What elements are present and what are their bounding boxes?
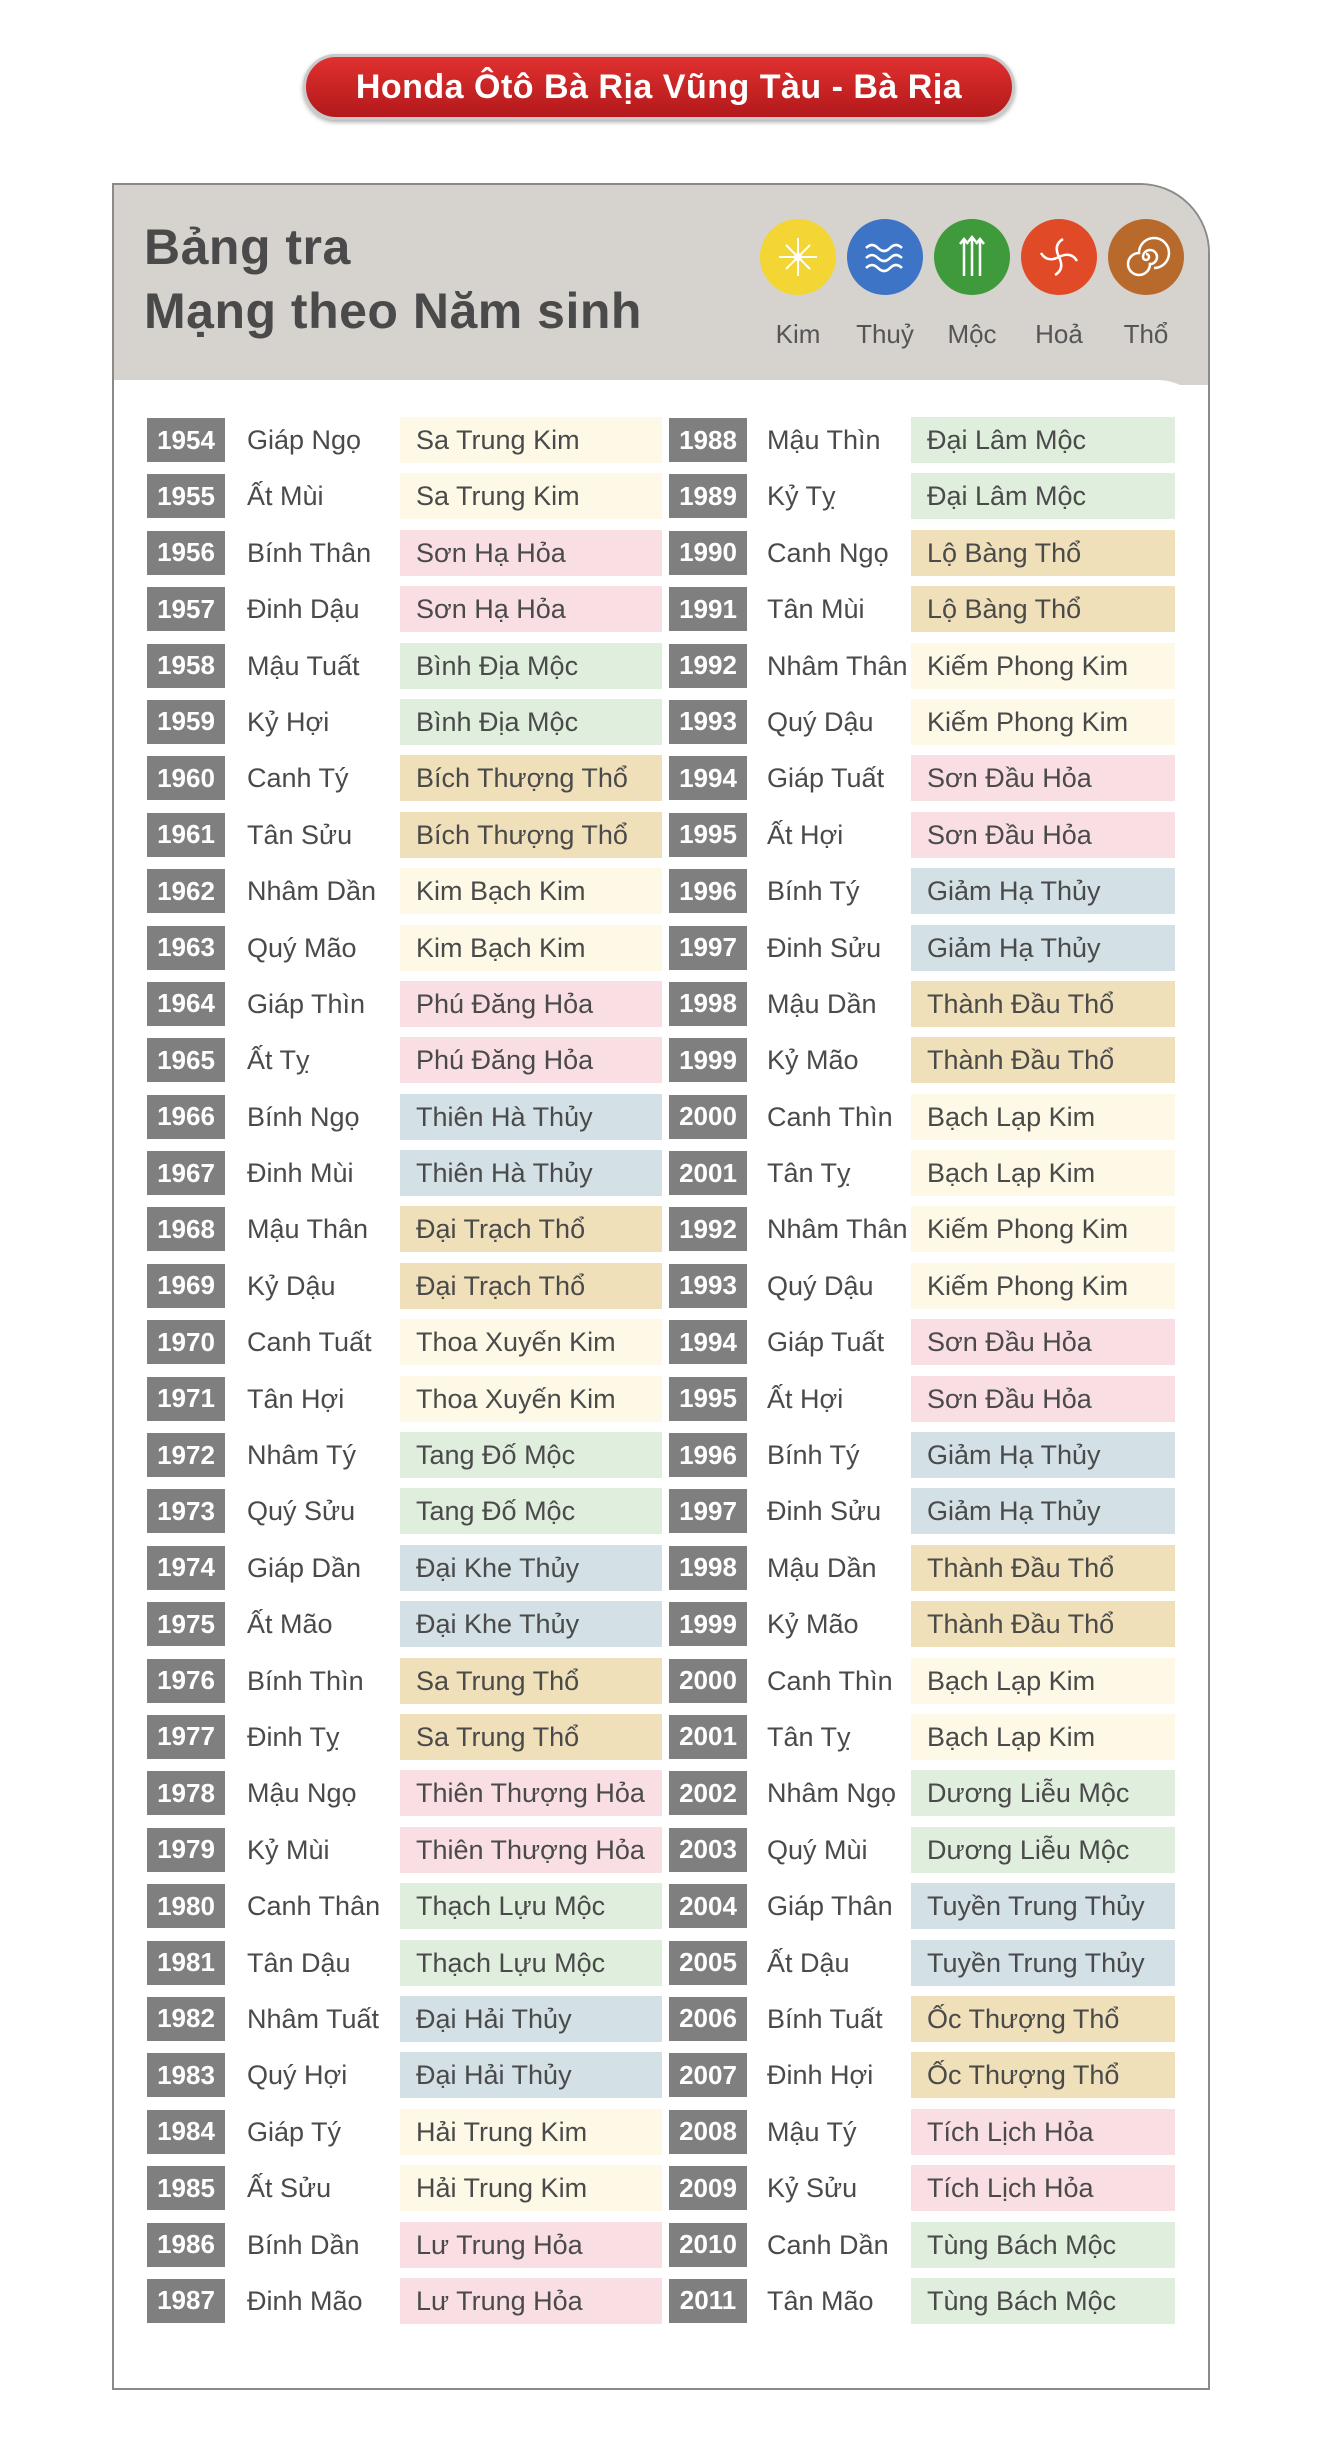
can-chi-cell: Đinh Mão bbox=[247, 2285, 363, 2316]
title-line-2: Mạng theo Năm sinh bbox=[144, 283, 642, 339]
table-row bbox=[669, 920, 1189, 976]
menh-cell: Bích Thượng Thổ bbox=[400, 755, 662, 801]
can-chi-cell: Bính Tý bbox=[767, 876, 860, 907]
menh-cell: Sa Trung Kim bbox=[400, 473, 662, 519]
year-cell: 1962 bbox=[147, 869, 225, 913]
menh-cell: Đại Trạch Thổ bbox=[400, 1263, 662, 1309]
menh-cell: Thiên Hà Thủy bbox=[400, 1094, 662, 1140]
menh-cell: Ốc Thượng Thổ bbox=[911, 1996, 1175, 2042]
menh-cell: Tùng Bách Mộc bbox=[911, 2278, 1175, 2324]
can-chi-cell: Mậu Ngọ bbox=[247, 1778, 357, 1809]
year-cell: 1973 bbox=[147, 1489, 225, 1533]
menh-cell: Giảm Hạ Thủy bbox=[911, 1488, 1175, 1534]
can-chi-cell: Canh Dần bbox=[767, 2229, 889, 2260]
table-row bbox=[669, 638, 1189, 694]
table-row bbox=[669, 2217, 1189, 2273]
table-row bbox=[147, 2273, 647, 2329]
menh-cell: Hải Trung Kim bbox=[400, 2165, 662, 2211]
can-chi-cell: Đinh Mùi bbox=[247, 1158, 354, 1189]
year-cell: 1985 bbox=[147, 2166, 225, 2210]
year-cell: 1990 bbox=[669, 531, 747, 575]
table-row bbox=[147, 1145, 647, 1201]
menh-cell: Kim Bạch Kim bbox=[400, 925, 662, 971]
can-chi-cell: Quý Hợi bbox=[247, 2060, 348, 2091]
table-row bbox=[147, 412, 647, 468]
table-row bbox=[669, 976, 1189, 1032]
menh-cell: Sa Trung Thổ bbox=[400, 1658, 662, 1704]
year-cell: 2008 bbox=[669, 2110, 747, 2154]
table-row bbox=[147, 920, 647, 976]
menh-cell: Kim Bạch Kim bbox=[400, 868, 662, 914]
can-chi-cell: Quý Mão bbox=[247, 932, 357, 963]
menh-cell: Kiếm Phong Kim bbox=[911, 699, 1175, 745]
menh-cell: Đại Hải Thủy bbox=[400, 1996, 662, 2042]
table-row bbox=[147, 1314, 647, 1370]
can-chi-cell: Bính Dần bbox=[247, 2229, 360, 2260]
can-chi-cell: Canh Ngọ bbox=[767, 537, 889, 568]
table-row bbox=[147, 1371, 647, 1427]
can-chi-cell: Quý Mùi bbox=[767, 1834, 868, 1865]
menh-cell: Lư Trung Hỏa bbox=[400, 2222, 662, 2268]
legend-kim bbox=[760, 219, 836, 349]
can-chi-cell: Kỷ Mùi bbox=[247, 1834, 330, 1865]
year-cell: 1969 bbox=[147, 1264, 225, 1308]
year-cell: 1989 bbox=[669, 474, 747, 518]
table-row bbox=[669, 1709, 1189, 1765]
year-cell: 1960 bbox=[147, 756, 225, 800]
can-chi-cell: Đinh Tỵ bbox=[247, 1721, 340, 1752]
can-chi-cell: Canh Tuất bbox=[247, 1327, 372, 1358]
year-cell: 1972 bbox=[147, 1433, 225, 1477]
can-chi-cell: Bính Ngọ bbox=[247, 1101, 360, 1132]
table-row bbox=[147, 468, 647, 524]
year-cell: 1998 bbox=[669, 1546, 747, 1590]
table-row bbox=[669, 581, 1189, 637]
menh-cell: Giảm Hạ Thủy bbox=[911, 925, 1175, 971]
year-cell: 1955 bbox=[147, 474, 225, 518]
can-chi-cell: Ất Dậu bbox=[767, 1947, 850, 1978]
can-chi-cell: Mậu Tuất bbox=[247, 650, 360, 681]
menh-cell: Tang Đố Mộc bbox=[400, 1432, 662, 1478]
year-cell: 1999 bbox=[669, 1602, 747, 1646]
can-chi-cell: Canh Thìn bbox=[767, 1665, 893, 1696]
menh-cell: Thiên Thượng Hỏa bbox=[400, 1827, 662, 1873]
year-cell: 1986 bbox=[147, 2223, 225, 2267]
menh-cell: Sa Trung Thổ bbox=[400, 1714, 662, 1760]
table-row bbox=[147, 1991, 647, 2047]
can-chi-cell: Tân Tỵ bbox=[767, 1158, 851, 1189]
menh-cell: Tùng Bách Mộc bbox=[911, 2222, 1175, 2268]
can-chi-cell: Tân Tỵ bbox=[767, 1721, 851, 1752]
legend-label-moc: Mộc bbox=[947, 319, 997, 349]
table-row bbox=[669, 1145, 1189, 1201]
table-row bbox=[147, 1765, 647, 1821]
menh-cell: Phú Đăng Hỏa bbox=[400, 1037, 662, 1083]
table-row bbox=[147, 2104, 647, 2160]
table-row bbox=[669, 1427, 1189, 1483]
table-row bbox=[669, 1032, 1189, 1088]
year-cell: 2003 bbox=[669, 1828, 747, 1872]
menh-cell: Đại Khe Thủy bbox=[400, 1601, 662, 1647]
table-row bbox=[669, 750, 1189, 806]
table-row bbox=[147, 1089, 647, 1145]
menh-cell: Phú Đăng Hỏa bbox=[400, 981, 662, 1027]
table-row bbox=[147, 1653, 647, 1709]
menh-cell: Thành Đầu Thổ bbox=[911, 981, 1175, 1027]
can-chi-cell: Canh Tý bbox=[247, 763, 349, 794]
menh-cell: Đại Trạch Thổ bbox=[400, 1206, 662, 1252]
legend-label-tho: Thổ bbox=[1123, 319, 1169, 349]
table-row bbox=[669, 468, 1189, 524]
can-chi-cell: Quý Dậu bbox=[767, 1270, 874, 1301]
can-chi-cell: Giáp Tý bbox=[247, 2116, 342, 2147]
table-row bbox=[147, 1427, 647, 1483]
can-chi-cell: Mậu Tý bbox=[767, 2116, 857, 2147]
year-cell: 1996 bbox=[669, 1433, 747, 1477]
right-column bbox=[669, 412, 1189, 2329]
year-cell: 1970 bbox=[147, 1320, 225, 1364]
lookup-card bbox=[112, 183, 1210, 2390]
can-chi-cell: Bính Thân bbox=[247, 537, 372, 568]
earth-spiral-icon bbox=[1108, 219, 1184, 295]
legend-moc bbox=[934, 219, 1010, 349]
year-cell: 2009 bbox=[669, 2166, 747, 2210]
table-row bbox=[147, 1709, 647, 1765]
year-cell: 1982 bbox=[147, 1997, 225, 2041]
menh-cell: Bình Địa Mộc bbox=[400, 643, 662, 689]
menh-cell: Lộ Bàng Thổ bbox=[911, 586, 1175, 632]
menh-cell: Dương Liễu Mộc bbox=[911, 1827, 1175, 1873]
can-chi-cell: Đinh Sửu bbox=[767, 932, 882, 963]
menh-cell: Lư Trung Hỏa bbox=[400, 2278, 662, 2324]
table-row bbox=[669, 525, 1189, 581]
menh-cell: Bình Địa Mộc bbox=[400, 699, 662, 745]
menh-cell: Sơn Đầu Hỏa bbox=[911, 812, 1175, 858]
legend-tho bbox=[1108, 219, 1184, 349]
menh-cell: Thiên Hà Thủy bbox=[400, 1150, 662, 1196]
year-cell: 1961 bbox=[147, 813, 225, 857]
table-row bbox=[669, 1201, 1189, 1257]
year-cell: 1997 bbox=[669, 926, 747, 970]
can-chi-cell: Ất Hợi bbox=[767, 1383, 844, 1414]
menh-cell: Bạch Lạp Kim bbox=[911, 1150, 1175, 1196]
year-cell: 1964 bbox=[147, 982, 225, 1026]
table-row bbox=[147, 1483, 647, 1539]
can-chi-cell: Đinh Sửu bbox=[767, 1496, 882, 1527]
can-chi-cell: Ất Mão bbox=[247, 1609, 333, 1640]
table-row bbox=[147, 525, 647, 581]
year-cell: 2010 bbox=[669, 2223, 747, 2267]
table-row bbox=[669, 1483, 1189, 1539]
table-row bbox=[669, 2104, 1189, 2160]
can-chi-cell: Bính Tý bbox=[767, 1440, 860, 1471]
menh-cell: Đại Lâm Mộc bbox=[911, 417, 1175, 463]
year-cell: 1987 bbox=[147, 2279, 225, 2323]
table-row bbox=[147, 863, 647, 919]
year-cell: 1997 bbox=[669, 1489, 747, 1533]
can-chi-cell: Mậu Dần bbox=[767, 1552, 877, 1583]
year-cell: 1980 bbox=[147, 1884, 225, 1928]
year-cell: 1959 bbox=[147, 700, 225, 744]
menh-cell: Tích Lịch Hỏa bbox=[911, 2109, 1175, 2155]
year-cell: 1988 bbox=[669, 418, 747, 462]
year-cell: 1979 bbox=[147, 1828, 225, 1872]
table-row bbox=[669, 1935, 1189, 1991]
can-chi-cell: Đinh Hợi bbox=[767, 2060, 874, 2091]
year-cell: 1995 bbox=[669, 1377, 747, 1421]
water-waves-icon bbox=[847, 219, 923, 295]
can-chi-cell: Ất Tỵ bbox=[247, 1045, 310, 1076]
year-cell: 1993 bbox=[669, 1264, 747, 1308]
year-cell: 1965 bbox=[147, 1038, 225, 1082]
can-chi-cell: Kỷ Tỵ bbox=[767, 481, 836, 512]
table-row bbox=[669, 1653, 1189, 1709]
year-cell: 1984 bbox=[147, 2110, 225, 2154]
year-cell: 1958 bbox=[147, 644, 225, 688]
table-row bbox=[669, 2047, 1189, 2103]
menh-cell: Thạch Lựu Mộc bbox=[400, 1883, 662, 1929]
year-cell: 1954 bbox=[147, 418, 225, 462]
year-cell: 1992 bbox=[669, 644, 747, 688]
legend-thuy bbox=[847, 219, 923, 349]
can-chi-cell: Giáp Tuất bbox=[767, 1327, 885, 1358]
table-row bbox=[147, 1822, 647, 1878]
can-chi-cell: Ất Mùi bbox=[247, 481, 324, 512]
year-cell: 1974 bbox=[147, 1546, 225, 1590]
year-cell: 2001 bbox=[669, 1715, 747, 1759]
table-row bbox=[147, 581, 647, 637]
table-row bbox=[669, 1878, 1189, 1934]
can-chi-cell: Ất Hợi bbox=[767, 819, 844, 850]
menh-cell: Thoa Xuyến Kim bbox=[400, 1319, 662, 1365]
can-chi-cell: Đinh Dậu bbox=[247, 594, 360, 625]
menh-cell: Bích Thượng Thổ bbox=[400, 812, 662, 858]
menh-cell: Bạch Lạp Kim bbox=[911, 1094, 1175, 1140]
year-cell: 1999 bbox=[669, 1038, 747, 1082]
year-cell: 1957 bbox=[147, 587, 225, 631]
year-cell: 2004 bbox=[669, 1884, 747, 1928]
table-row bbox=[669, 1596, 1189, 1652]
can-chi-cell: Tân Mão bbox=[767, 2285, 874, 2316]
menh-cell: Thoa Xuyến Kim bbox=[400, 1376, 662, 1422]
year-cell: 1963 bbox=[147, 926, 225, 970]
year-cell: 2002 bbox=[669, 1771, 747, 1815]
legend-label-thuy: Thuỷ bbox=[856, 319, 914, 349]
can-chi-cell: Mậu Thân bbox=[247, 1214, 369, 1245]
can-chi-cell: Kỷ Dậu bbox=[247, 1270, 336, 1301]
table-row bbox=[669, 807, 1189, 863]
can-chi-cell: Nhâm Tuất bbox=[247, 2003, 380, 2034]
menh-cell: Tuyền Trung Thủy bbox=[911, 1940, 1175, 1986]
table-row bbox=[669, 1765, 1189, 1821]
year-cell: 1996 bbox=[669, 869, 747, 913]
year-cell: 2000 bbox=[669, 1659, 747, 1703]
table-row bbox=[669, 2160, 1189, 2216]
table-row bbox=[147, 2217, 647, 2273]
year-cell: 2006 bbox=[669, 1997, 747, 2041]
table-row bbox=[147, 2160, 647, 2216]
menh-cell: Thành Đầu Thổ bbox=[911, 1545, 1175, 1591]
can-chi-cell: Tân Dậu bbox=[247, 1947, 351, 1978]
table-row bbox=[147, 1935, 647, 1991]
menh-cell: Kiếm Phong Kim bbox=[911, 1263, 1175, 1309]
table-row bbox=[669, 2273, 1189, 2329]
title-line-1: Bảng tra bbox=[144, 219, 351, 275]
table-row bbox=[669, 863, 1189, 919]
menh-cell: Đại Lâm Mộc bbox=[911, 473, 1175, 519]
table-row bbox=[147, 1032, 647, 1088]
table-row bbox=[669, 1089, 1189, 1145]
year-cell: 1976 bbox=[147, 1659, 225, 1703]
year-cell: 1991 bbox=[669, 587, 747, 631]
menh-cell: Đại Hải Thủy bbox=[400, 2052, 662, 2098]
year-cell: 1994 bbox=[669, 756, 747, 800]
year-cell: 1956 bbox=[147, 531, 225, 575]
menh-cell: Kiếm Phong Kim bbox=[911, 643, 1175, 689]
year-cell: 1975 bbox=[147, 1602, 225, 1646]
table-row bbox=[669, 1822, 1189, 1878]
legend-label-hoa: Hoả bbox=[1035, 319, 1083, 349]
menh-cell: Tích Lịch Hỏa bbox=[911, 2165, 1175, 2211]
dealer-banner: Honda Ôtô Bà Rịa Vũng Tàu - Bà Rịa bbox=[303, 54, 1015, 120]
can-chi-cell: Kỷ Hợi bbox=[247, 706, 330, 737]
can-chi-cell: Mậu Dần bbox=[767, 988, 877, 1019]
menh-cell: Thiên Thượng Hỏa bbox=[400, 1770, 662, 1816]
legend-label-kim: Kim bbox=[775, 319, 821, 349]
can-chi-cell: Kỷ Sửu bbox=[767, 2173, 858, 2204]
menh-cell: Sơn Hạ Hỏa bbox=[400, 530, 662, 576]
can-chi-cell: Tân Mùi bbox=[767, 594, 865, 625]
can-chi-cell: Nhâm Dần bbox=[247, 876, 377, 907]
year-cell: 1993 bbox=[669, 700, 747, 744]
menh-cell: Sơn Đầu Hỏa bbox=[911, 1376, 1175, 1422]
fire-spiral-icon bbox=[1021, 219, 1097, 295]
menh-cell: Lộ Bàng Thổ bbox=[911, 530, 1175, 576]
year-cell: 1978 bbox=[147, 1771, 225, 1815]
menh-cell: Tuyền Trung Thủy bbox=[911, 1883, 1175, 1929]
table-row bbox=[669, 412, 1189, 468]
table-row bbox=[147, 976, 647, 1032]
tree-arrows-icon bbox=[934, 219, 1010, 295]
can-chi-cell: Quý Dậu bbox=[767, 706, 874, 737]
menh-cell: Sơn Đầu Hỏa bbox=[911, 1319, 1175, 1365]
can-chi-cell: Canh Thìn bbox=[767, 1101, 893, 1132]
year-cell: 1968 bbox=[147, 1207, 225, 1251]
table-row bbox=[147, 1540, 647, 1596]
menh-cell: Bạch Lạp Kim bbox=[911, 1714, 1175, 1760]
year-cell: 1994 bbox=[669, 1320, 747, 1364]
year-cell: 1971 bbox=[147, 1377, 225, 1421]
table-row bbox=[147, 1596, 647, 1652]
table-row bbox=[669, 1371, 1189, 1427]
can-chi-cell: Nhâm Ngọ bbox=[767, 1778, 897, 1809]
year-cell: 1967 bbox=[147, 1151, 225, 1195]
table-row bbox=[147, 1878, 647, 1934]
left-column bbox=[147, 412, 647, 2329]
year-cell: 2011 bbox=[669, 2279, 747, 2323]
table-row bbox=[669, 1314, 1189, 1370]
table-row bbox=[669, 1258, 1189, 1314]
can-chi-cell: Giáp Ngọ bbox=[247, 425, 362, 455]
table-row bbox=[147, 638, 647, 694]
can-chi-cell: Giáp Tuất bbox=[767, 763, 885, 794]
table-row bbox=[147, 694, 647, 750]
year-cell: 1981 bbox=[147, 1941, 225, 1985]
year-cell: 1983 bbox=[147, 2053, 225, 2097]
menh-cell: Thạch Lựu Mộc bbox=[400, 1940, 662, 1986]
menh-cell: Sơn Hạ Hỏa bbox=[400, 586, 662, 632]
can-chi-cell: Mậu Thìn bbox=[767, 425, 881, 455]
can-chi-cell: Canh Thân bbox=[247, 1891, 381, 1922]
year-cell: 1998 bbox=[669, 982, 747, 1026]
table-row bbox=[147, 1258, 647, 1314]
can-chi-cell: Kỷ Mão bbox=[767, 1609, 859, 1640]
legend-hoa bbox=[1021, 219, 1097, 349]
table-row bbox=[669, 1991, 1189, 2047]
year-cell: 1992 bbox=[669, 1207, 747, 1251]
can-chi-cell: Giáp Thân bbox=[767, 1891, 893, 1922]
can-chi-cell: Nhâm Thân bbox=[767, 1214, 908, 1245]
year-cell: 1966 bbox=[147, 1095, 225, 1139]
menh-cell: Hải Trung Kim bbox=[400, 2109, 662, 2155]
sparkle-icon bbox=[760, 219, 836, 295]
year-cell: 1995 bbox=[669, 813, 747, 857]
year-cell: 2007 bbox=[669, 2053, 747, 2097]
can-chi-cell: Tân Sửu bbox=[247, 819, 353, 850]
can-chi-cell: Nhâm Tý bbox=[247, 1440, 357, 1471]
menh-cell: Thành Đầu Thổ bbox=[911, 1037, 1175, 1083]
year-cell: 2000 bbox=[669, 1095, 747, 1139]
menh-cell: Tang Đố Mộc bbox=[400, 1488, 662, 1534]
can-chi-cell: Kỷ Mão bbox=[767, 1045, 859, 1076]
menh-cell: Đại Khe Thủy bbox=[400, 1545, 662, 1591]
table-row bbox=[147, 807, 647, 863]
can-chi-cell: Giáp Dần bbox=[247, 1552, 362, 1583]
year-cell: 1977 bbox=[147, 1715, 225, 1759]
table-row bbox=[147, 2047, 647, 2103]
can-chi-cell: Quý Sửu bbox=[247, 1496, 356, 1527]
can-chi-cell: Ất Sửu bbox=[247, 2173, 332, 2204]
can-chi-cell: Tân Hợi bbox=[247, 1383, 345, 1414]
menh-cell: Dương Liễu Mộc bbox=[911, 1770, 1175, 1816]
table-row bbox=[669, 694, 1189, 750]
can-chi-cell: Bính Tuất bbox=[767, 2003, 883, 2034]
menh-cell: Bạch Lạp Kim bbox=[911, 1658, 1175, 1704]
menh-cell: Sơn Đầu Hỏa bbox=[911, 755, 1175, 801]
menh-cell: Ốc Thượng Thổ bbox=[911, 2052, 1175, 2098]
menh-cell: Giảm Hạ Thủy bbox=[911, 868, 1175, 914]
year-cell: 2005 bbox=[669, 1941, 747, 1985]
menh-cell: Giảm Hạ Thủy bbox=[911, 1432, 1175, 1478]
table-row bbox=[147, 1201, 647, 1257]
year-cell: 2001 bbox=[669, 1151, 747, 1195]
table-row bbox=[147, 750, 647, 806]
can-chi-cell: Bính Thìn bbox=[247, 1665, 364, 1696]
menh-cell: Sa Trung Kim bbox=[400, 417, 662, 463]
can-chi-cell: Nhâm Thân bbox=[767, 650, 908, 681]
can-chi-cell: Giáp Thìn bbox=[247, 988, 366, 1019]
table-row bbox=[669, 1540, 1189, 1596]
page-title bbox=[144, 215, 642, 343]
menh-cell: Thành Đầu Thổ bbox=[911, 1601, 1175, 1647]
menh-cell: Kiếm Phong Kim bbox=[911, 1206, 1175, 1252]
